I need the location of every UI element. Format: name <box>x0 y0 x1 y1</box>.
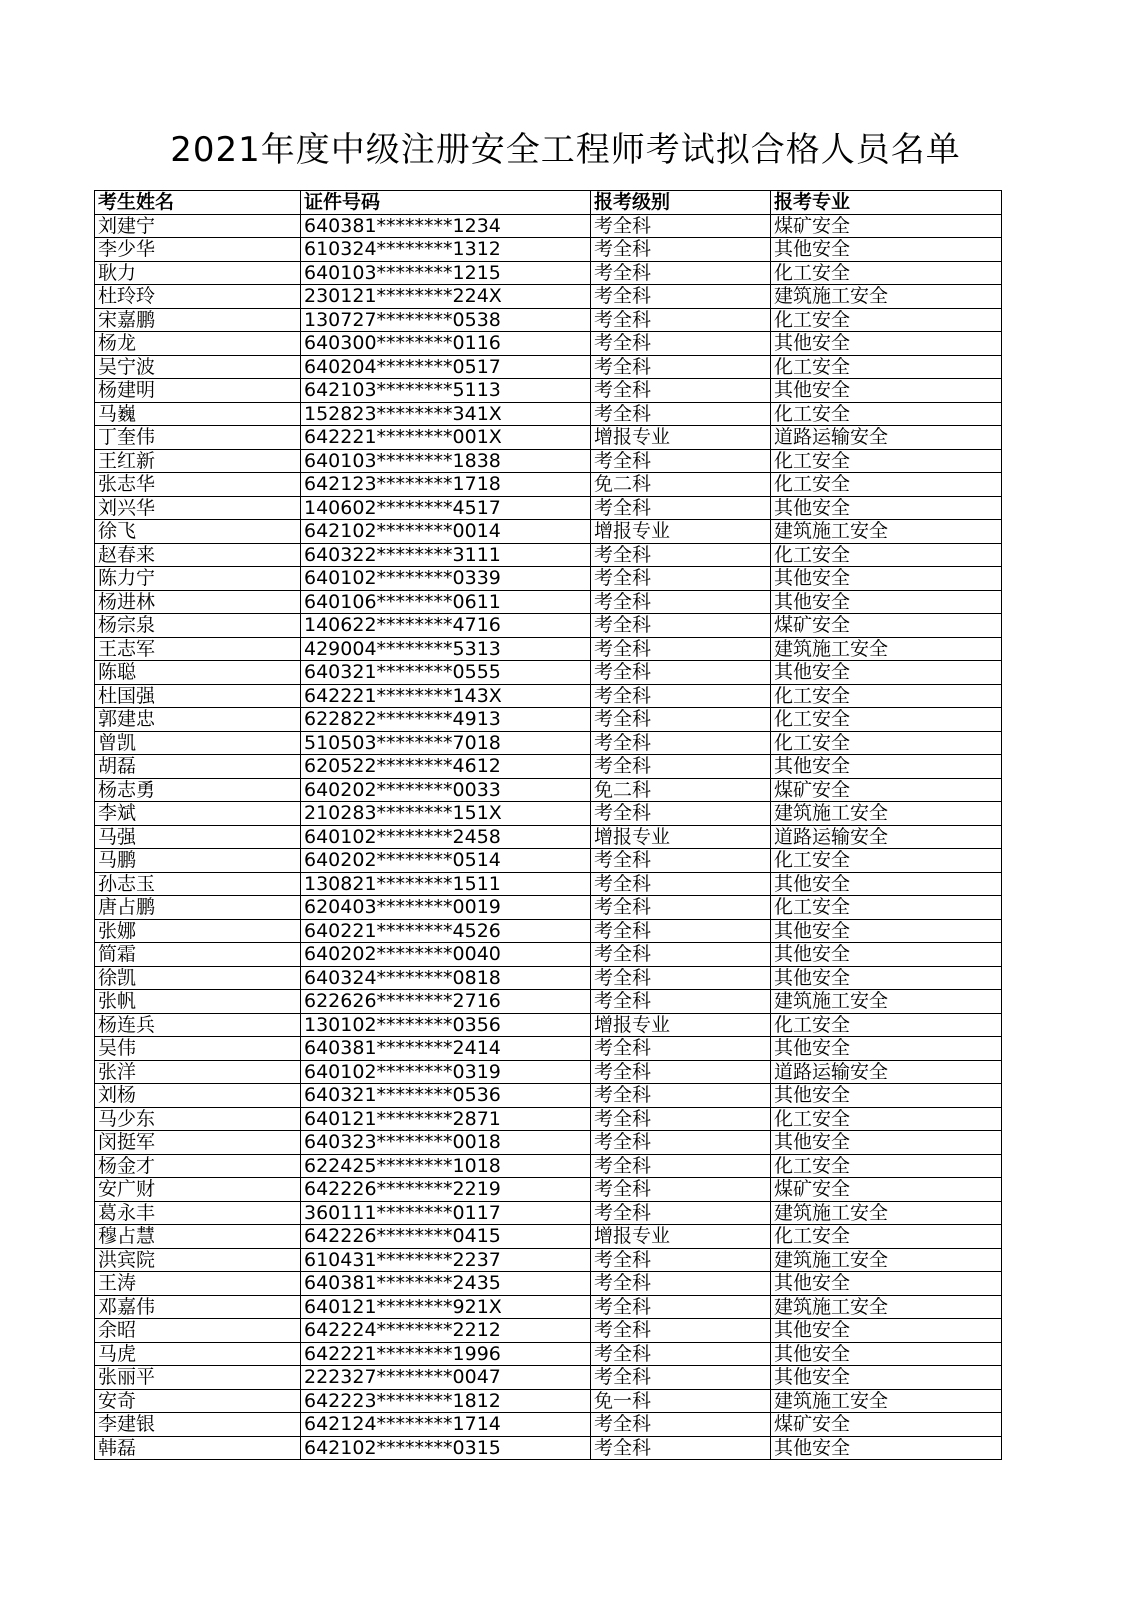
table-row <box>95 684 1002 708</box>
cell-name: 丁奎伟 <box>95 426 301 450</box>
cell-exam-level: 考全科 <box>591 1131 771 1155</box>
cell-name: 杨进林 <box>95 590 301 614</box>
cell-major: 化工安全 <box>771 543 1002 567</box>
cell-exam-level: 考全科 <box>591 1413 771 1437</box>
cell-name: 胡磊 <box>95 755 301 779</box>
cell-exam-level: 考全科 <box>591 1060 771 1084</box>
table-row <box>95 1366 1002 1390</box>
cell-major: 化工安全 <box>771 1225 1002 1249</box>
cell-id-number: 152823********341X <box>301 402 591 426</box>
cell-exam-level: 免二科 <box>591 473 771 497</box>
cell-id-number: 642103********5113 <box>301 379 591 403</box>
cell-id-number: 222327********0047 <box>301 1366 591 1390</box>
cell-major: 建筑施工安全 <box>771 285 1002 309</box>
table-row <box>95 802 1002 826</box>
cell-exam-level: 考全科 <box>591 496 771 520</box>
cell-name: 孙志玉 <box>95 872 301 896</box>
cell-major: 其他安全 <box>771 1366 1002 1390</box>
cell-id-number: 622425********1018 <box>301 1154 591 1178</box>
table-row <box>95 614 1002 638</box>
cell-name: 马少东 <box>95 1107 301 1131</box>
table-row <box>95 379 1002 403</box>
cell-exam-level: 考全科 <box>591 379 771 403</box>
cell-exam-level: 考全科 <box>591 1248 771 1272</box>
cell-id-number: 640300********0116 <box>301 332 591 356</box>
cell-id-number: 640381********1234 <box>301 214 591 238</box>
cell-name: 杨龙 <box>95 332 301 356</box>
cell-name: 王志军 <box>95 637 301 661</box>
table-header <box>95 191 1002 215</box>
table-row <box>95 1107 1002 1131</box>
cell-name: 杜国强 <box>95 684 301 708</box>
cell-id-number: 230121********224X <box>301 285 591 309</box>
cell-exam-level: 考全科 <box>591 1037 771 1061</box>
table-row <box>95 731 1002 755</box>
table-row <box>95 943 1002 967</box>
cell-exam-level: 考全科 <box>591 802 771 826</box>
cell-exam-level: 考全科 <box>591 567 771 591</box>
cell-id-number: 642102********0014 <box>301 520 591 544</box>
cell-exam-level: 考全科 <box>591 261 771 285</box>
cell-name: 张帆 <box>95 990 301 1014</box>
table-row <box>95 896 1002 920</box>
cell-name: 韩磊 <box>95 1436 301 1460</box>
cell-major: 其他安全 <box>771 590 1002 614</box>
cell-id-number: 622822********4913 <box>301 708 591 732</box>
cell-id-number: 620522********4612 <box>301 755 591 779</box>
cell-major: 其他安全 <box>771 755 1002 779</box>
table-row <box>95 1295 1002 1319</box>
cell-name: 吴伟 <box>95 1037 301 1061</box>
cell-id-number: 642221********1996 <box>301 1342 591 1366</box>
cell-major: 其他安全 <box>771 238 1002 262</box>
cell-name: 李少华 <box>95 238 301 262</box>
table-row <box>95 1248 1002 1272</box>
cell-major: 化工安全 <box>771 849 1002 873</box>
cell-exam-level: 考全科 <box>591 308 771 332</box>
cell-id-number: 640103********1215 <box>301 261 591 285</box>
table-row <box>95 543 1002 567</box>
cell-major: 道路运输安全 <box>771 825 1002 849</box>
cell-major: 其他安全 <box>771 1272 1002 1296</box>
cell-name: 杨金才 <box>95 1154 301 1178</box>
cell-major: 化工安全 <box>771 449 1002 473</box>
cell-major: 煤矿安全 <box>771 214 1002 238</box>
cell-exam-level: 考全科 <box>591 332 771 356</box>
cell-exam-level: 免一科 <box>591 1389 771 1413</box>
cell-id-number: 640322********3111 <box>301 543 591 567</box>
cell-name: 张志华 <box>95 473 301 497</box>
cell-major: 煤矿安全 <box>771 1413 1002 1437</box>
cell-id-number: 510503********7018 <box>301 731 591 755</box>
cell-name: 杨建明 <box>95 379 301 403</box>
cell-name: 葛永丰 <box>95 1201 301 1225</box>
table-row <box>95 778 1002 802</box>
cell-major: 建筑施工安全 <box>771 1295 1002 1319</box>
cell-exam-level: 考全科 <box>591 285 771 309</box>
cell-major: 其他安全 <box>771 1436 1002 1460</box>
column-header-id-number: 证件号码 <box>301 191 591 215</box>
table-row <box>95 1225 1002 1249</box>
cell-name: 张洋 <box>95 1060 301 1084</box>
cell-id-number: 140602********4517 <box>301 496 591 520</box>
cell-id-number: 642224********2212 <box>301 1319 591 1343</box>
cell-name: 刘建宁 <box>95 214 301 238</box>
cell-major: 其他安全 <box>771 966 1002 990</box>
table-row <box>95 449 1002 473</box>
cell-id-number: 140622********4716 <box>301 614 591 638</box>
cell-id-number: 642123********1718 <box>301 473 591 497</box>
cell-name: 陈聪 <box>95 661 301 685</box>
cell-exam-level: 考全科 <box>591 1295 771 1319</box>
table-row <box>95 661 1002 685</box>
cell-major: 其他安全 <box>771 379 1002 403</box>
cell-major: 煤矿安全 <box>771 614 1002 638</box>
header-row <box>95 191 1002 215</box>
cell-name: 杨连兵 <box>95 1013 301 1037</box>
cell-exam-level: 考全科 <box>591 637 771 661</box>
cell-exam-level: 考全科 <box>591 1154 771 1178</box>
cell-exam-level: 考全科 <box>591 896 771 920</box>
cell-major: 其他安全 <box>771 1084 1002 1108</box>
cell-major: 化工安全 <box>771 308 1002 332</box>
cell-exam-level: 考全科 <box>591 238 771 262</box>
cell-name: 张娜 <box>95 919 301 943</box>
cell-exam-level: 增报专业 <box>591 520 771 544</box>
table-row <box>95 1013 1002 1037</box>
cell-major: 化工安全 <box>771 731 1002 755</box>
cell-exam-level: 考全科 <box>591 731 771 755</box>
table-row <box>95 1342 1002 1366</box>
cell-major: 其他安全 <box>771 567 1002 591</box>
cell-major: 其他安全 <box>771 332 1002 356</box>
table-row <box>95 1037 1002 1061</box>
cell-name: 闵挺军 <box>95 1131 301 1155</box>
cell-name: 穆占慧 <box>95 1225 301 1249</box>
cell-id-number: 640103********1838 <box>301 449 591 473</box>
cell-id-number: 130727********0538 <box>301 308 591 332</box>
cell-id-number: 640202********0033 <box>301 778 591 802</box>
cell-id-number: 620403********0019 <box>301 896 591 920</box>
cell-exam-level: 考全科 <box>591 661 771 685</box>
cell-id-number: 640202********0514 <box>301 849 591 873</box>
table-row <box>95 285 1002 309</box>
cell-major: 其他安全 <box>771 1131 1002 1155</box>
cell-major: 建筑施工安全 <box>771 990 1002 1014</box>
cell-exam-level: 考全科 <box>591 872 771 896</box>
table-row <box>95 473 1002 497</box>
cell-id-number: 642221********001X <box>301 426 591 450</box>
table-row <box>95 1154 1002 1178</box>
cell-id-number: 642102********0315 <box>301 1436 591 1460</box>
cell-name: 耿力 <box>95 261 301 285</box>
cell-exam-level: 增报专业 <box>591 1225 771 1249</box>
table-row <box>95 520 1002 544</box>
cell-name: 马巍 <box>95 402 301 426</box>
cell-id-number: 642226********0415 <box>301 1225 591 1249</box>
cell-exam-level: 考全科 <box>591 543 771 567</box>
cell-major: 煤矿安全 <box>771 778 1002 802</box>
cell-exam-level: 考全科 <box>591 1107 771 1131</box>
cell-name: 刘杨 <box>95 1084 301 1108</box>
cell-exam-level: 考全科 <box>591 1178 771 1202</box>
cell-major: 其他安全 <box>771 943 1002 967</box>
cell-exam-level: 增报专业 <box>591 1013 771 1037</box>
cell-major: 其他安全 <box>771 919 1002 943</box>
cell-name: 马鹏 <box>95 849 301 873</box>
table-row <box>95 1413 1002 1437</box>
cell-name: 曾凯 <box>95 731 301 755</box>
cell-id-number: 130821********1511 <box>301 872 591 896</box>
table-row <box>95 308 1002 332</box>
cell-major: 建筑施工安全 <box>771 637 1002 661</box>
cell-exam-level: 考全科 <box>591 708 771 732</box>
cell-exam-level: 考全科 <box>591 1319 771 1343</box>
cell-major: 化工安全 <box>771 1107 1002 1131</box>
cell-name: 李建银 <box>95 1413 301 1437</box>
cell-id-number: 640102********0319 <box>301 1060 591 1084</box>
table-row <box>95 872 1002 896</box>
table-row <box>95 1131 1002 1155</box>
cell-name: 杨宗泉 <box>95 614 301 638</box>
cell-major: 化工安全 <box>771 684 1002 708</box>
cell-name: 安广财 <box>95 1178 301 1202</box>
table-row <box>95 1319 1002 1343</box>
cell-major: 建筑施工安全 <box>771 1201 1002 1225</box>
cell-id-number: 640121********921X <box>301 1295 591 1319</box>
cell-name: 王红新 <box>95 449 301 473</box>
cell-id-number: 642223********1812 <box>301 1389 591 1413</box>
cell-exam-level: 考全科 <box>591 1436 771 1460</box>
column-header-major: 报考专业 <box>771 191 1002 215</box>
cell-exam-level: 考全科 <box>591 590 771 614</box>
cell-major: 化工安全 <box>771 708 1002 732</box>
table-row <box>95 755 1002 779</box>
table-row <box>95 708 1002 732</box>
cell-major: 化工安全 <box>771 1013 1002 1037</box>
cell-name: 徐凯 <box>95 966 301 990</box>
cell-exam-level: 考全科 <box>591 214 771 238</box>
table-row <box>95 1060 1002 1084</box>
cell-name: 洪宾院 <box>95 1248 301 1272</box>
table-row <box>95 355 1002 379</box>
table-row <box>95 496 1002 520</box>
cell-id-number: 210283********151X <box>301 802 591 826</box>
cell-exam-level: 考全科 <box>591 355 771 379</box>
cell-id-number: 640204********0517 <box>301 355 591 379</box>
cell-major: 化工安全 <box>771 355 1002 379</box>
table-row <box>95 637 1002 661</box>
table-row <box>95 919 1002 943</box>
cell-id-number: 360111********0117 <box>301 1201 591 1225</box>
column-header-exam-level: 报考级别 <box>591 191 771 215</box>
cell-major: 其他安全 <box>771 1037 1002 1061</box>
table-row <box>95 261 1002 285</box>
cell-id-number: 640321********0536 <box>301 1084 591 1108</box>
cell-major: 建筑施工安全 <box>771 1389 1002 1413</box>
table-row <box>95 1178 1002 1202</box>
cell-major: 煤矿安全 <box>771 1178 1002 1202</box>
cell-major: 建筑施工安全 <box>771 520 1002 544</box>
cell-id-number: 640324********0818 <box>301 966 591 990</box>
cell-exam-level: 考全科 <box>591 1084 771 1108</box>
cell-name: 杨志勇 <box>95 778 301 802</box>
table-row <box>95 1436 1002 1460</box>
table-row <box>95 426 1002 450</box>
cell-id-number: 640381********2435 <box>301 1272 591 1296</box>
cell-name: 余昭 <box>95 1319 301 1343</box>
cell-id-number: 130102********0356 <box>301 1013 591 1037</box>
cell-exam-level: 考全科 <box>591 1342 771 1366</box>
table-row <box>95 1389 1002 1413</box>
cell-name: 吴宁波 <box>95 355 301 379</box>
cell-name: 王涛 <box>95 1272 301 1296</box>
cell-id-number: 640121********2871 <box>301 1107 591 1131</box>
cell-exam-level: 考全科 <box>591 1272 771 1296</box>
cell-id-number: 640321********0555 <box>301 661 591 685</box>
table-row <box>95 966 1002 990</box>
cell-name: 马虎 <box>95 1342 301 1366</box>
cell-id-number: 642226********2219 <box>301 1178 591 1202</box>
cell-id-number: 642221********143X <box>301 684 591 708</box>
cell-name: 马强 <box>95 825 301 849</box>
cell-name: 张丽平 <box>95 1366 301 1390</box>
cell-name: 陈力宁 <box>95 567 301 591</box>
cell-exam-level: 考全科 <box>591 1201 771 1225</box>
table-row <box>95 1201 1002 1225</box>
cell-exam-level: 考全科 <box>591 1366 771 1390</box>
cell-exam-level: 考全科 <box>591 755 771 779</box>
cell-exam-level: 考全科 <box>591 684 771 708</box>
cell-id-number: 622626********2716 <box>301 990 591 1014</box>
column-header-name: 考生姓名 <box>95 191 301 215</box>
cell-major: 建筑施工安全 <box>771 1248 1002 1272</box>
cell-name: 邓嘉伟 <box>95 1295 301 1319</box>
cell-id-number: 640221********4526 <box>301 919 591 943</box>
cell-major: 化工安全 <box>771 896 1002 920</box>
page-title: 2021年度中级注册安全工程师考试拟合格人员名单 <box>170 130 961 170</box>
cell-id-number: 642124********1714 <box>301 1413 591 1437</box>
cell-exam-level: 考全科 <box>591 919 771 943</box>
table-row <box>95 238 1002 262</box>
cell-exam-level: 考全科 <box>591 449 771 473</box>
cell-major: 其他安全 <box>771 1342 1002 1366</box>
cell-major: 其他安全 <box>771 1319 1002 1343</box>
cell-major: 建筑施工安全 <box>771 802 1002 826</box>
cell-name: 简霜 <box>95 943 301 967</box>
cell-major: 其他安全 <box>771 661 1002 685</box>
table-body <box>95 214 1002 1460</box>
cell-major: 道路运输安全 <box>771 1060 1002 1084</box>
cell-major: 其他安全 <box>771 496 1002 520</box>
cell-major: 化工安全 <box>771 261 1002 285</box>
cell-name: 刘兴华 <box>95 496 301 520</box>
table-row <box>95 332 1002 356</box>
table-row <box>95 1272 1002 1296</box>
table-row <box>95 590 1002 614</box>
cell-major: 化工安全 <box>771 473 1002 497</box>
cell-exam-level: 考全科 <box>591 943 771 967</box>
cell-exam-level: 增报专业 <box>591 825 771 849</box>
cell-name: 杜玲玲 <box>95 285 301 309</box>
cell-name: 安奇 <box>95 1389 301 1413</box>
table-row <box>95 849 1002 873</box>
cell-exam-level: 考全科 <box>591 849 771 873</box>
cell-name: 赵春来 <box>95 543 301 567</box>
cell-name: 郭建忠 <box>95 708 301 732</box>
cell-name: 徐飞 <box>95 520 301 544</box>
cell-id-number: 640323********0018 <box>301 1131 591 1155</box>
cell-exam-level: 考全科 <box>591 402 771 426</box>
cell-major: 化工安全 <box>771 402 1002 426</box>
table-row <box>95 214 1002 238</box>
cell-id-number: 640106********0611 <box>301 590 591 614</box>
cell-id-number: 610324********1312 <box>301 238 591 262</box>
cell-name: 宋嘉鹏 <box>95 308 301 332</box>
cell-id-number: 640102********0339 <box>301 567 591 591</box>
cell-name: 李斌 <box>95 802 301 826</box>
table-row <box>95 402 1002 426</box>
cell-id-number: 610431********2237 <box>301 1248 591 1272</box>
table-row <box>95 825 1002 849</box>
cell-id-number: 640381********2414 <box>301 1037 591 1061</box>
cell-name: 唐占鹏 <box>95 896 301 920</box>
cell-exam-level: 增报专业 <box>591 426 771 450</box>
cell-exam-level: 免二科 <box>591 778 771 802</box>
cell-id-number: 429004********5313 <box>301 637 591 661</box>
cell-major: 化工安全 <box>771 1154 1002 1178</box>
cell-id-number: 640202********0040 <box>301 943 591 967</box>
candidate-table <box>94 190 1002 1460</box>
cell-major: 其他安全 <box>771 872 1002 896</box>
cell-exam-level: 考全科 <box>591 966 771 990</box>
cell-id-number: 640102********2458 <box>301 825 591 849</box>
cell-exam-level: 考全科 <box>591 614 771 638</box>
table-row <box>95 990 1002 1014</box>
table-row <box>95 567 1002 591</box>
cell-major: 道路运输安全 <box>771 426 1002 450</box>
cell-exam-level: 考全科 <box>591 990 771 1014</box>
table-row <box>95 1084 1002 1108</box>
